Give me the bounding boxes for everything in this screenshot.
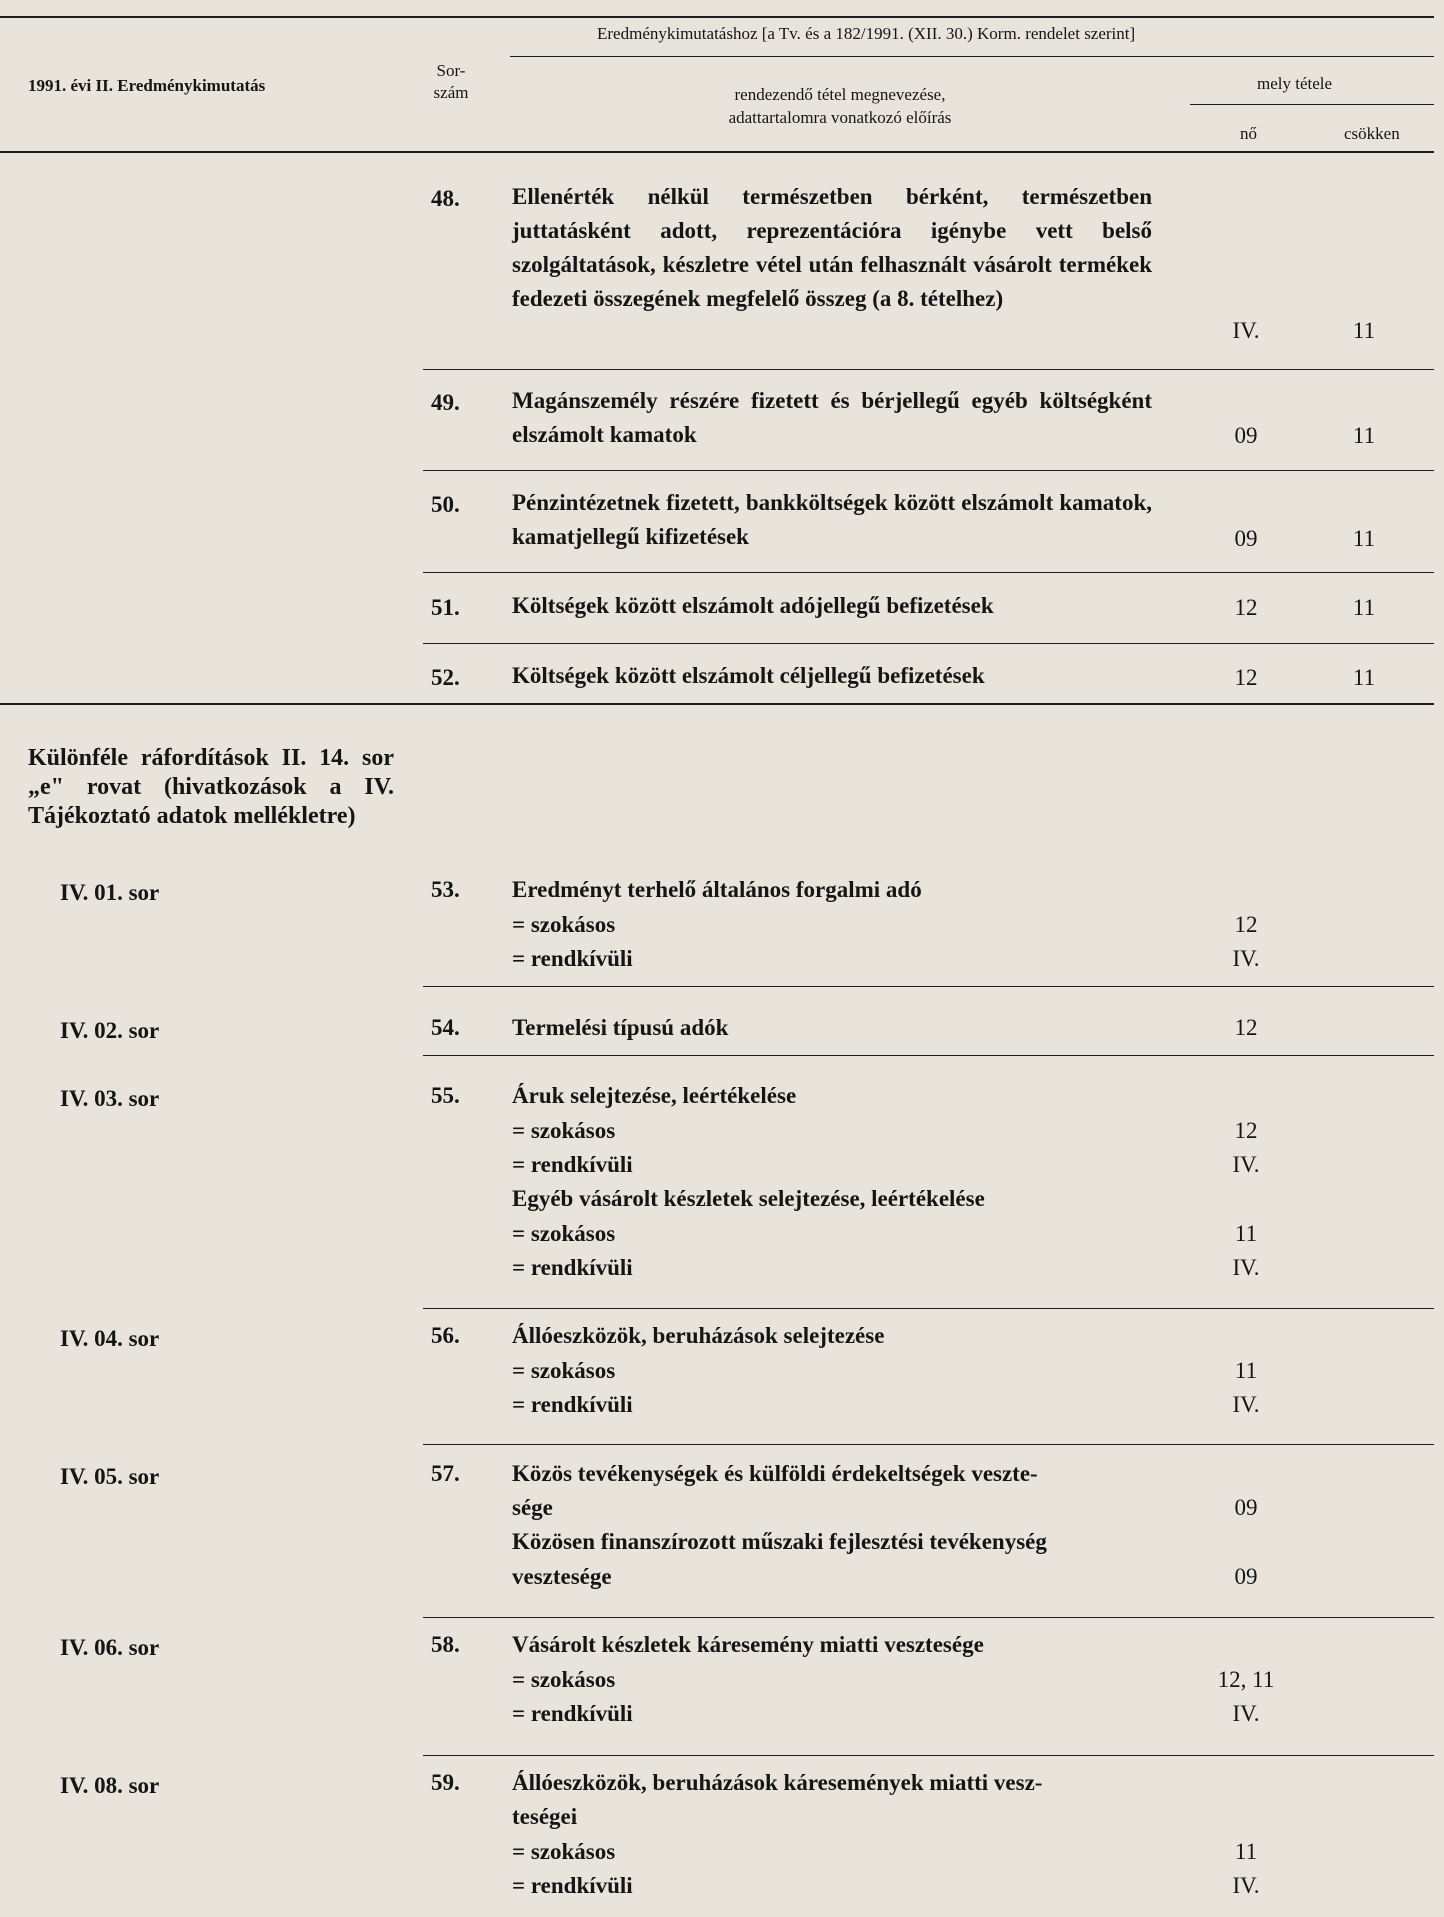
- item-title: Vásárolt készletek káresemény miatti vesztesége: [512, 1632, 984, 1657]
- row-rule: [423, 1617, 1434, 1618]
- item-text: Magánszemély részére fizetett és bérjellegű egyéb költségként elszámolt kamatok: [512, 388, 1152, 447]
- item-text: Költségek között elszámolt adójellegű befizetések: [512, 593, 994, 618]
- code-csokken: 11: [1352, 318, 1376, 343]
- item-number: 50.: [431, 492, 460, 517]
- code-no: IV.: [1232, 318, 1260, 343]
- code-no: IV.: [1232, 1392, 1260, 1417]
- header-bottom-rule: [0, 151, 1434, 153]
- top-rule: [0, 16, 1434, 18]
- ref-label: IV. 06. sor: [60, 1635, 160, 1660]
- code-no: 12, 11: [1217, 1667, 1275, 1692]
- item-title: Állóeszközök, beruházások selejtezése: [512, 1323, 885, 1348]
- row-rule: [423, 572, 1434, 573]
- section-rule: [0, 703, 1434, 705]
- code-no: 09: [1234, 423, 1258, 448]
- sub-option: = rendkívüli: [512, 946, 633, 971]
- group-rule: [510, 56, 1434, 57]
- item-number: 49.: [431, 390, 460, 415]
- ref-label: IV. 08. sor: [60, 1773, 160, 1798]
- item-subtitle: Közösen finanszírozott műszaki fejlesztési tevékenység: [512, 1529, 1047, 1554]
- code-csokken: 11: [1352, 423, 1376, 448]
- desc-heading-1: rendezendő tétel megnevezése,: [734, 85, 946, 104]
- item-number: 55.: [431, 1083, 460, 1108]
- row-rule: [423, 1055, 1434, 1056]
- desc-heading-2: adattartalomra vonatkozó előírás: [728, 108, 952, 127]
- code-no: 12: [1234, 595, 1258, 620]
- item-number: 48.: [431, 186, 460, 211]
- code-no: 11: [1234, 1221, 1258, 1246]
- row-rule: [423, 1444, 1434, 1445]
- row-rule: [423, 1308, 1434, 1309]
- item-subtitle: Egyéb vásárolt készletek selejtezése, leértékelése: [512, 1186, 985, 1211]
- ref-label: IV. 03. sor: [60, 1086, 160, 1111]
- item-number: 54.: [431, 1015, 460, 1040]
- ref-label: IV. 01. sor: [60, 880, 160, 905]
- code-csokken: 11: [1352, 526, 1376, 551]
- row-rule: [423, 986, 1434, 987]
- mely-tetele-heading: mely tétele: [1257, 74, 1333, 93]
- row-rule: [423, 1755, 1434, 1756]
- sub-option: = szokásos: [512, 1839, 616, 1864]
- sor-heading-1: Sor-: [436, 61, 466, 80]
- sub-option: = rendkívüli: [512, 1392, 633, 1417]
- item-number: 56.: [431, 1323, 460, 1348]
- code-no: IV.: [1232, 946, 1260, 971]
- code-csokken: 11: [1352, 595, 1376, 620]
- item-number: 53.: [431, 877, 460, 902]
- sub-option: = rendkívüli: [512, 1701, 633, 1726]
- code-no: 11: [1234, 1839, 1258, 1864]
- ref-label: IV. 04. sor: [60, 1326, 160, 1351]
- sub-option: = szokásos: [512, 1118, 616, 1143]
- row-rule: [423, 470, 1434, 471]
- item-subtitle: vesztesége: [512, 1564, 612, 1589]
- row-rule: [423, 643, 1434, 644]
- item-number: 52.: [431, 665, 460, 690]
- row-rule: [423, 369, 1434, 370]
- item-title: Közös tevékenységek és külföldi érdekeltségek veszte-: [512, 1461, 1038, 1486]
- sub-option: = rendkívüli: [512, 1873, 633, 1898]
- code-no: 12: [1234, 665, 1258, 690]
- group-title: Eredménykimutatáshoz [a Tv. és a 182/1991. (XII. 30.) Korm. rendelet szerint]: [597, 24, 1136, 43]
- sub-option: = szokásos: [512, 912, 616, 937]
- item-text: Pénzintézetnek fizetett, bankköltségek között elszámolt kamatok, kamatjellegű kifizetések: [512, 490, 1152, 549]
- code-no: 09: [1234, 1495, 1258, 1520]
- section-title: Különféle ráfordítások II. 14. sor „e" rovat (hivatkozások a IV. Tájékoztató adatok mellékletre): [28, 745, 394, 829]
- ref-label: IV. 05. sor: [60, 1464, 160, 1489]
- ref-label: IV. 02. sor: [60, 1018, 160, 1043]
- code-csokken: 11: [1352, 665, 1376, 690]
- item-title: teségei: [512, 1804, 578, 1829]
- sub-option: = szokásos: [512, 1358, 616, 1383]
- item-number: 59.: [431, 1770, 460, 1795]
- code-no: 12: [1234, 912, 1258, 937]
- item-text: Ellenérték nélkül természetben bérként, természetben juttatásként adott, reprezentációra igénybe vett belső szolgáltatások, készletre vétel után felhasznált vásárolt termékek fedezeti összegének megfelelő összeg (a 8. tételhez): [512, 184, 1152, 311]
- code-no: 09: [1234, 1564, 1258, 1589]
- item-title: Állóeszközök, beruházások káresemények miatti vesz-: [512, 1770, 1043, 1795]
- no-heading: nő: [1240, 124, 1257, 143]
- csokken-heading: csökken: [1344, 124, 1400, 143]
- code-no: 09: [1234, 526, 1258, 551]
- sor-heading-2: szám: [433, 83, 469, 102]
- sub-option: = rendkívüli: [512, 1255, 633, 1280]
- item-number: 51.: [431, 595, 460, 620]
- code-no: IV.: [1232, 1255, 1260, 1280]
- code-no: 12: [1234, 1118, 1258, 1143]
- code-no: IV.: [1232, 1701, 1260, 1726]
- code-no: IV.: [1232, 1152, 1260, 1177]
- code-no: IV.: [1232, 1873, 1260, 1898]
- sub-option: = szokásos: [512, 1667, 616, 1692]
- item-title: Eredményt terhelő általános forgalmi adó: [512, 877, 922, 902]
- item-title: sége: [512, 1495, 553, 1520]
- item-title: Termelési típusú adók: [512, 1015, 729, 1040]
- code-no: 12: [1234, 1015, 1258, 1040]
- item-text: Költségek között elszámolt céljellegű befizetések: [512, 663, 985, 688]
- item-number: 58.: [431, 1632, 460, 1657]
- code-no: 11: [1234, 1358, 1258, 1383]
- sub-option: = rendkívüli: [512, 1152, 633, 1177]
- sub-option: = szokásos: [512, 1221, 616, 1246]
- item-title: Áruk selejtezése, leértékelése: [512, 1083, 797, 1108]
- left-title: 1991. évi II. Eredménykimutatás: [28, 76, 266, 95]
- item-number: 57.: [431, 1461, 460, 1486]
- mely-rule: [1190, 104, 1434, 105]
